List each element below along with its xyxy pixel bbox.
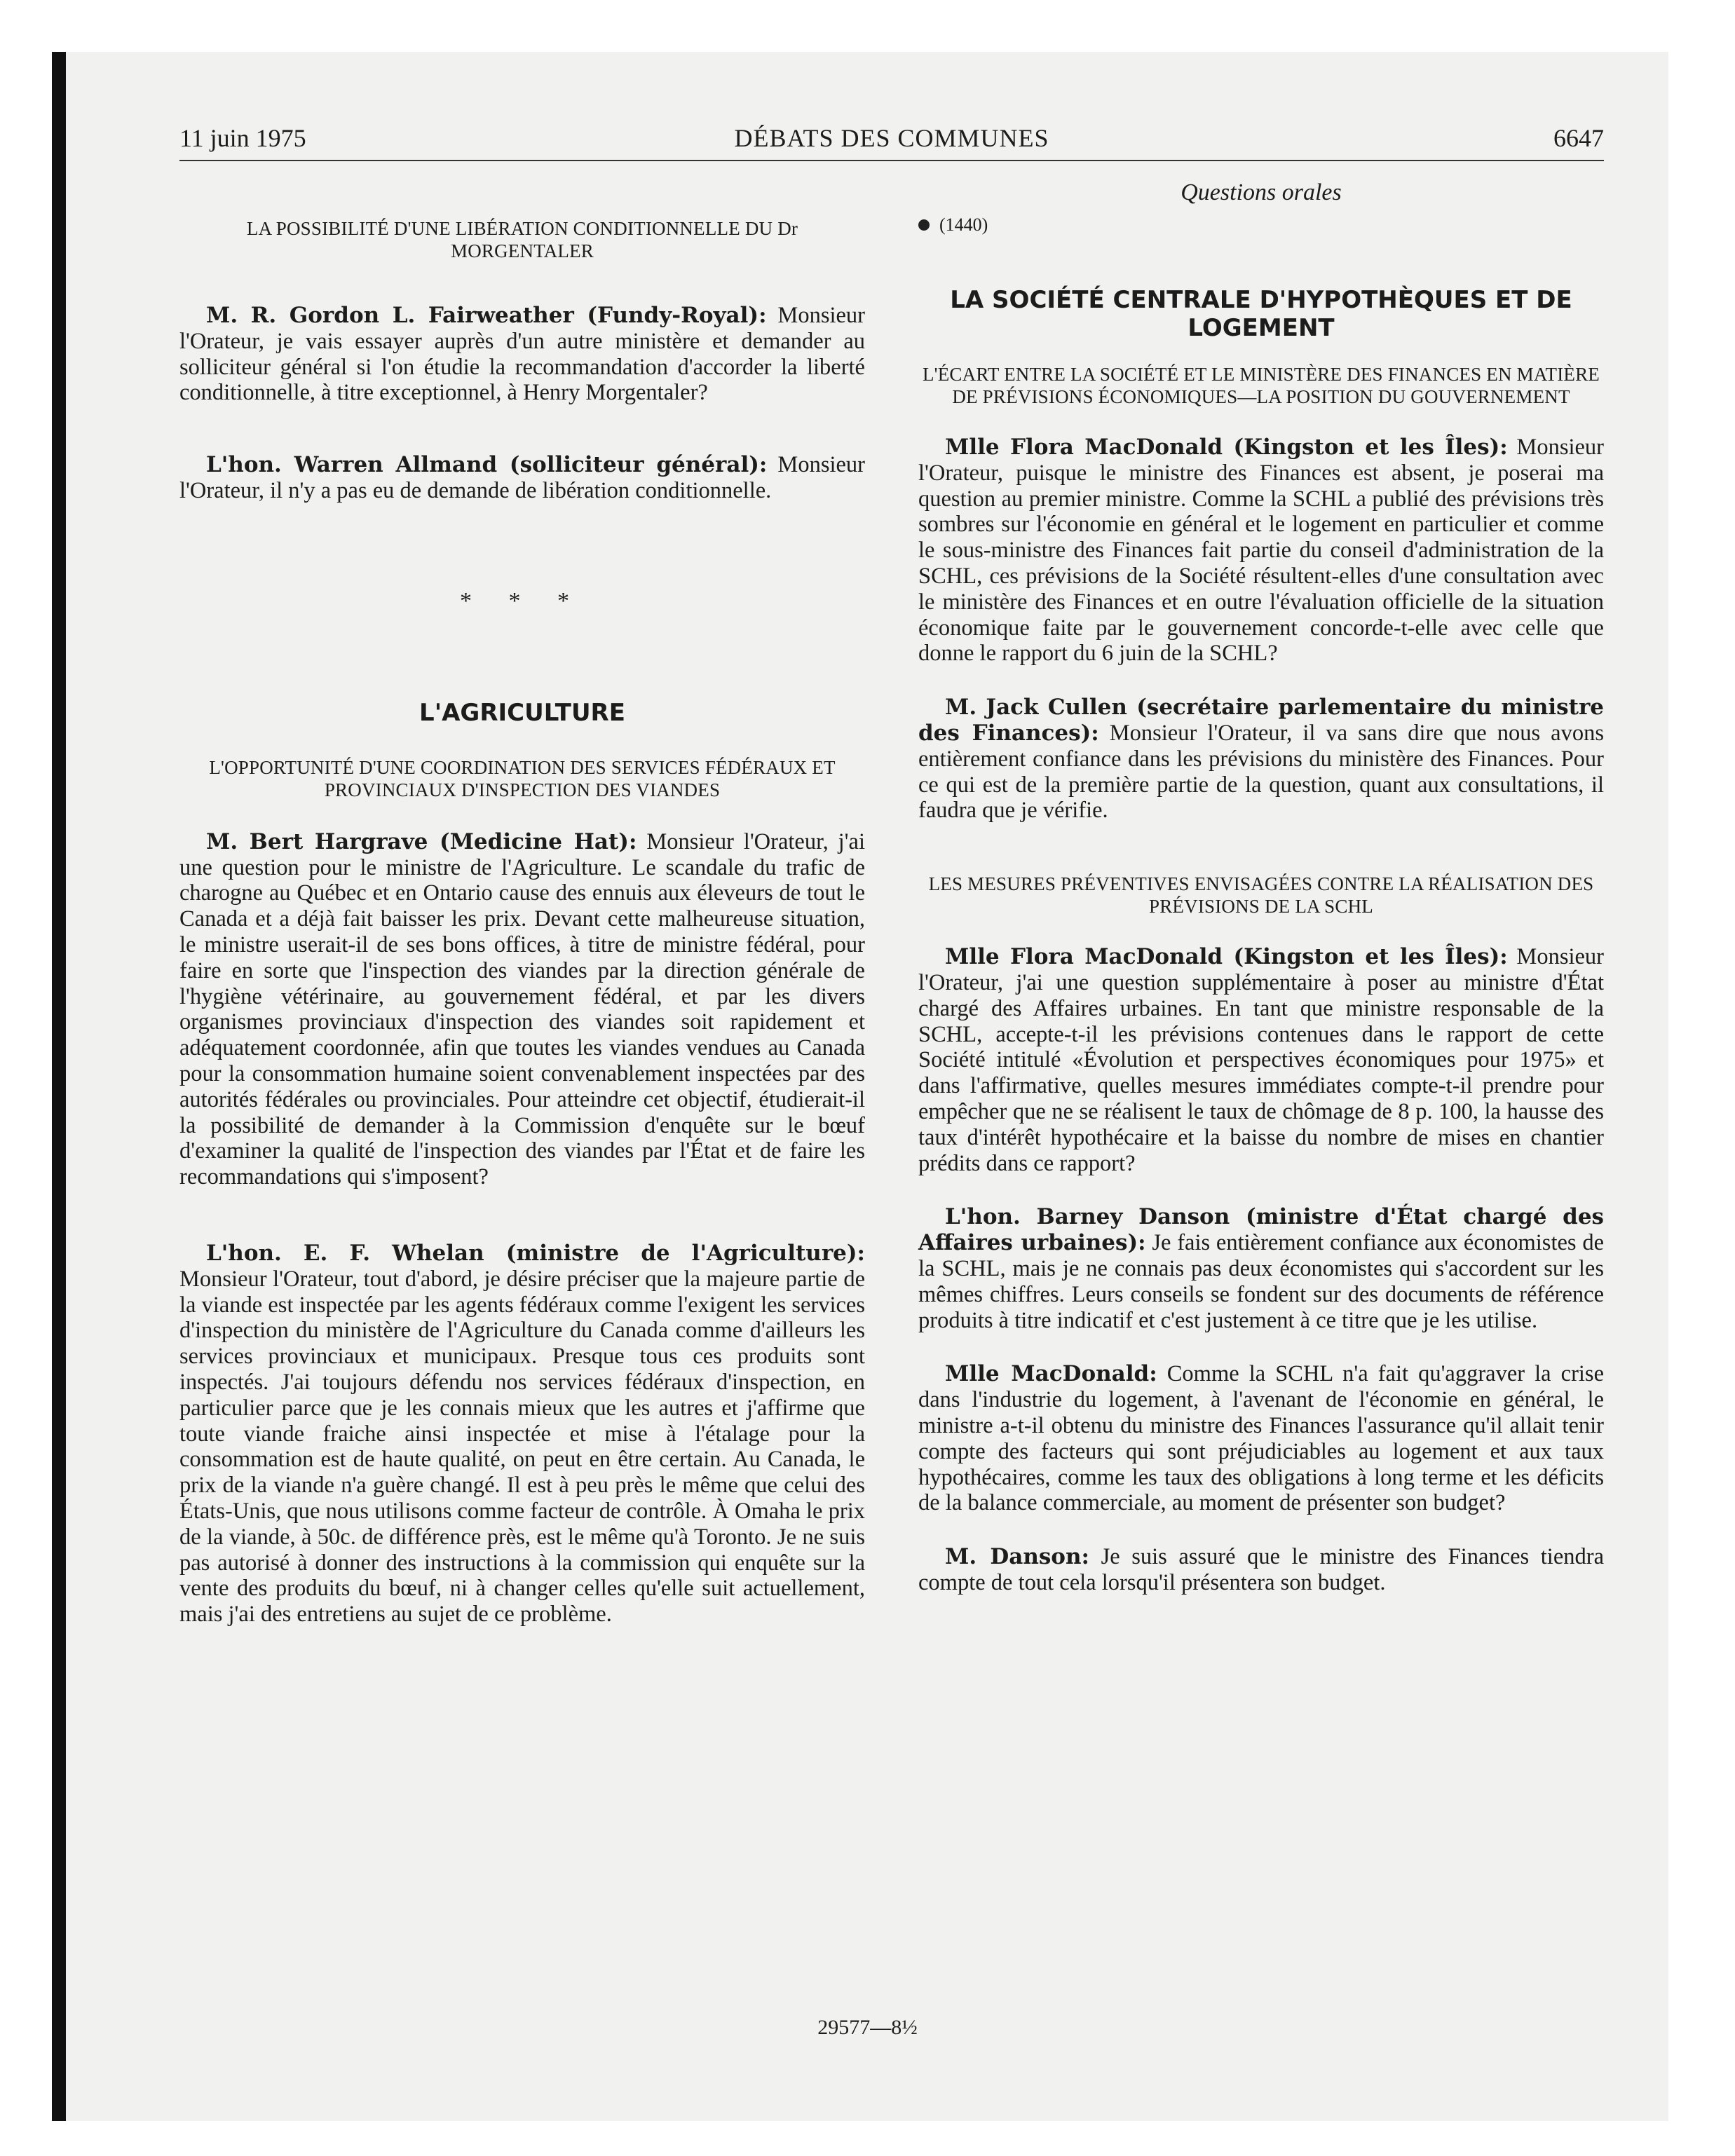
speech-text: Comme la SCHL n'a fait qu'aggraver la crise dans l'industrie du logement, à l'avenant de l'économie en général, le ministre a-t-il obtenu du ministre des Finances l'assurance qu'il allait tenir compte des facteurs qui sont préjudiciables au logement et aux taux hypothécaires, comme les taux des obligations à long terme et les déficits de la balance commerciale, au moment de présenter son budget? — [918, 1361, 1605, 1516]
bullet-dot-icon — [918, 219, 930, 231]
speech-danson-2 — [918, 1544, 1604, 1596]
speaker-macdonald: Mlle Flora MacDonald (Kingston et les Îles): — [945, 944, 1508, 970]
subhead-ecart: L'ÉCART ENTRE LA SOCIÉTÉ ET LE MINISTÈRE DES FINANCES EN MATIÈRE DE PRÉVISIONS ÉCONOMIQUES—LA POSITION DU GOUVERNEMENT — [922, 364, 1600, 407]
speech-text: Monsieur l'Orateur, tout d'abord, je désire préciser que la majeure partie de la viande est inspectée par les agents fédéraux comme l'exigent les services d'inspection du ministère de l'Agriculture du Canada comme d'ailleurs les services provinciaux et municipaux. Presque tous ces produits sont inspectés. J'ai toujours défendu nos services fédéraux d'inspection, en particulier parce que je les connais mieux que les autres et j'affirme que toute viande fraiche ainsi inspectée et mise à l'étalage pour la consommation est de haute qualité, on peut en être certain. Au Canada, le prix de la viande n'a guère changé. Il est à peu près le même que celui des États-Unis, que nous utilisons comme facteur de contrôle. À Omaha le prix de la viande, à 50c. de différence près, est le même qu'à Toronto. Je ne suis pas autorisé à donner des instructions à la commission qui enquête sur la vente des produits du bœuf, ni à changer celles qu'elle suit actuellement, mais j'ai des entretiens au sujet de ce problème. — [179, 1266, 865, 1628]
section-separator: * * * — [460, 587, 585, 614]
speaker-danson: L'hon. Barney Danson (ministre d'État chargé des Affaires urbaines): — [918, 1204, 1604, 1256]
speech-text: Monsieur l'Orateur, j'ai une question pour le ministre de l'Agriculture. Le scandale du trafic de charogne au Québec et en Ontario cause des ennuis aux éleveurs de tout le Canada et a déjà fait baisser les prix. Devant cette malheureuse situation, le ministre userait-il de ses bons offices, à titre de ministre fédéral, pour faire en sorte que l'inspection des viandes par la direction générale de l'hygiène vétérinaire, au gouvernement fédéral, et par les divers organismes provinciaux d'inspection des viandes soit rapidement et adéquatement coordonnée, afin que toutes les viandes vendues au Canada pour la consommation humaine soient convenablement inspectées par des autorités fédérales ou provinciales. Pour atteindre cet objectif, étudierait-il la possibilité de demander à la Commission d'enquête sur le bœuf d'examiner la qualité de l'inspection des viandes par l'État et de faire les recommandations qui s'imposent? — [179, 828, 865, 1190]
header-title: DÉBATS DES COMMUNES — [734, 124, 1049, 152]
subhead-mesures: LES MESURES PRÉVENTIVES ENVISAGÉES CONTRE LA RÉALISATION DES PRÉVISIONS DE LA SCHL — [928, 873, 1594, 917]
speaker-hargrave: M. Bert Hargrave (Medicine Hat): — [206, 828, 637, 854]
speaker-fairweather: M. R. Gordon L. Fairweather (Fundy-Royal): — [206, 303, 767, 328]
heading-schl: LA SOCIÉTÉ CENTRALE D'HYPOTHÈQUES ET DE LOGEMENT — [950, 286, 1572, 342]
speaker-macdonald: Mlle Flora MacDonald (Kingston et les Îles): — [945, 435, 1508, 460]
speech-hargrave — [179, 829, 865, 1190]
subhead-inspection: L'OPPORTUNITÉ D'UNE COORDINATION DES SERVICES FÉDÉRAUX ET PROVINCIAUX D'INSPECTION DES VIANDES — [209, 756, 836, 800]
header-page-number: 6647 — [1553, 124, 1604, 152]
subhead-morgentaler: LA POSSIBILITÉ D'UNE LIBÉRATION CONDITIONNELLE DU Dr MORGENTALER — [246, 218, 798, 261]
speaker-danson: M. Danson: — [945, 1544, 1089, 1570]
speech-text: Monsieur l'Orateur, il va sans dire que nous avons entièrement confiance dans les prévisions du ministère des Finances. Pour ce qui est de la première partie de la question, quant aux consultations, il faudra que je vérifie. — [918, 720, 1605, 824]
speech-allmand — [179, 452, 865, 504]
section-label: Questions orales — [1181, 179, 1342, 205]
speech-macdonald-1 — [918, 435, 1604, 667]
speech-danson-1 — [918, 1204, 1604, 1333]
speech-text: Je fais entièrement confiance aux économistes de la SCHL, mais je ne connais pas deux économistes qui s'accordent sur les mêmes chiffres. Leurs conseils se fondent sur des documents de référence produits à titre indicatif et c'est justement à ce titre que je les utilise. — [918, 1230, 1605, 1333]
speech-text: Monsieur l'Orateur, il n'y a pas eu de demande de libération conditionnelle. — [179, 452, 865, 503]
speech-cullen — [918, 695, 1604, 824]
speaker-macdonald: Mlle MacDonald: — [945, 1361, 1157, 1387]
speaker-whelan: L'hon. E. F. Whelan (ministre de l'Agriculture): — [206, 1240, 865, 1266]
running-header — [179, 123, 1604, 161]
speech-fairweather — [179, 303, 865, 406]
speaker-cullen: M. Jack Cullen (secrétaire parlementaire du ministre des Finances): — [918, 695, 1604, 746]
left-column — [179, 210, 865, 1628]
speech-macdonald-3 — [918, 1361, 1604, 1516]
speaker-allmand: L'hon. Warren Allmand (solliciteur général): — [206, 452, 768, 478]
speech-macdonald-2 — [918, 944, 1604, 1176]
heading-agriculture: L'AGRICULTURE — [419, 698, 625, 727]
speech-text: Monsieur l'Orateur, je vais essayer auprès d'un autre ministère et demander au solliciteur général si l'on étudie la recommandation d'accorder la liberté conditionnelle, à titre exceptionnel, à Henry Morgentaler? — [179, 303, 865, 406]
speech-text: Monsieur l'Orateur, j'ai une question supplémentaire à poser au ministre d'État chargé des Affaires urbaines. En tant que ministre responsable de la SCHL, accepte-t-il les prévisions contenues dans le rapport de cette Société intitulé «Évolution et perspectives économiques pour 1975» et dans l'affirmative, quelles mesures immédiates compte-t-il prendre pour empêcher que ne se réalisent le taux de chômage de 8 p. 100, la hausse des taux d'intérêt hypothécaire et la baisse du nombre de mises en chantier prédits dans ce rapport? — [918, 944, 1604, 1176]
header-date: 11 juin 1975 — [179, 124, 306, 152]
speech-whelan — [179, 1241, 865, 1628]
printer-signature: 29577—8½ — [817, 2016, 918, 2039]
speech-text: Je suis assuré que le ministre des Finances tiendra compte de tout cela lorsqu'il présentera son budget. — [918, 1544, 1605, 1595]
right-column — [918, 210, 1604, 1596]
time-marker — [918, 214, 1604, 236]
speech-text: Monsieur l'Orateur, puisque le ministre des Finances est absent, je poserai ma question au premier ministre. Comme la SCHL a publié des prévisions très sombres sur l'économie en général et le logement en particulier et comme le sous-ministre des Finances fait partie du conseil d'administration de la SCHL, ces prévisions de la Société résultent-elles d'une consultation avec le ministère des Finances et en outre l'évaluation officielle de la situation économique faite par le gouvernement concorde-t-elle avec celle que donne le rapport du 6 juin de la SCHL? — [918, 435, 1604, 667]
time-marker-text: (1440) — [939, 214, 988, 235]
